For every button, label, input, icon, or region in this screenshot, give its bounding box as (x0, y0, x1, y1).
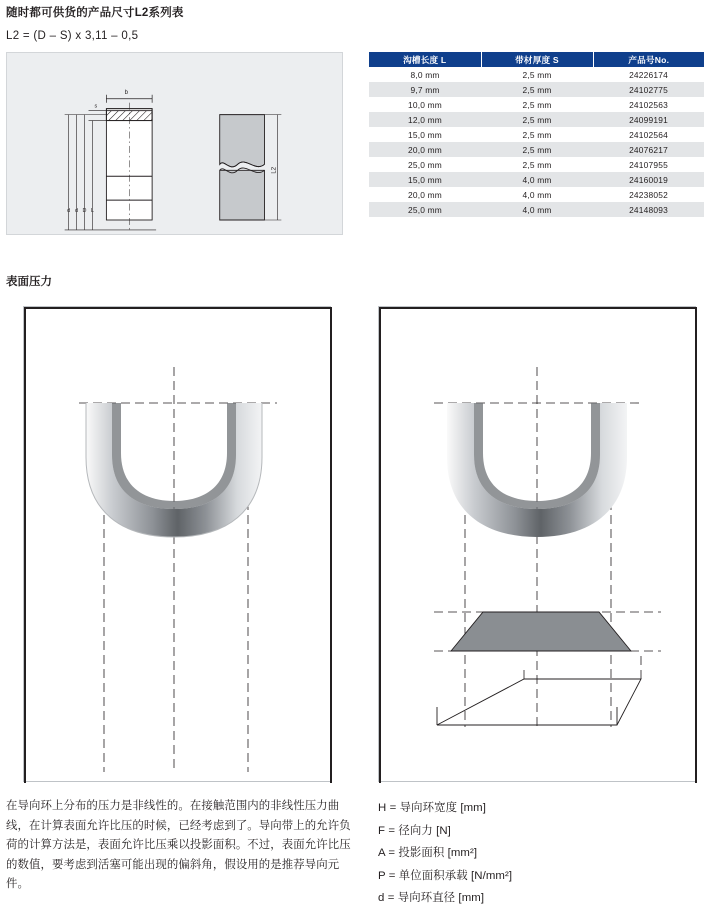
table-row (369, 157, 704, 172)
table-header-row (369, 52, 704, 67)
cell-product-no: 24238052 (593, 187, 704, 202)
legend-list (378, 797, 698, 905)
cell-groove-length: 20,0 mm (369, 187, 481, 202)
column-header-product-no: 产品号No. (593, 52, 704, 67)
cell-groove-length: 25,0 mm (369, 157, 481, 172)
figure-right-svg (379, 307, 697, 783)
cell-strip-thickness: 4,0 mm (481, 172, 593, 187)
cell-strip-thickness: 2,5 mm (481, 142, 593, 157)
cell-product-no: 24102563 (593, 97, 704, 112)
cell-groove-length: 8,0 mm (369, 67, 481, 82)
legend-item-h: H = 导向环宽度 [mm] (378, 802, 487, 814)
column-header-strip-thickness: 带材厚度 S (481, 52, 593, 67)
cell-product-no: 24107955 (593, 157, 704, 172)
cell-strip-thickness: 2,5 mm (481, 157, 593, 172)
cell-strip-thickness: 4,0 mm (481, 187, 593, 202)
cell-strip-thickness: 2,5 mm (481, 112, 593, 127)
cell-groove-length: 9,7 mm (369, 82, 481, 97)
cell-strip-thickness: 2,5 mm (481, 82, 593, 97)
dim-label-L: L (90, 208, 95, 215)
formula-text: L2 = (D – S) x 3,11 – 0,5 (6, 30, 139, 42)
cell-strip-thickness: 2,5 mm (481, 127, 593, 142)
legend-item-p: P = 单位面积承载 [N/mm²] (378, 869, 513, 882)
column-header-groove-length: 沟槽长度 L (369, 52, 481, 67)
body-paragraph: 在导向环上分布的压力是非线性的。在接触范围内的非线性压力曲线，在计算表面允许比压的时候，已经考虑到了。导向带上的允许负荷的计算方法是，表面允许比压乘以投影面积。不过，表面允许比压的数值，要考虑到活塞可能出现的偏斜角，假设用的是推荐导向元件。 (6, 800, 351, 890)
figure-surface-pressure-left (23, 306, 331, 782)
figure-surface-pressure-right (378, 306, 696, 782)
table-row (369, 82, 704, 97)
cell-groove-length: 15,0 mm (369, 127, 481, 142)
cell-strip-thickness: 2,5 mm (481, 97, 593, 112)
table-row (369, 127, 704, 142)
table-row (369, 112, 704, 127)
dim-label-d2: d (75, 208, 79, 215)
section-title: 表面压力 (6, 276, 52, 288)
cell-product-no: 24160019 (593, 172, 704, 187)
dim-label-D: D (82, 208, 87, 215)
cell-product-no: 24099191 (593, 112, 704, 127)
cell-product-no: 24102775 (593, 82, 704, 97)
figure-left-svg (24, 307, 332, 783)
cell-groove-length: 20,0 mm (369, 142, 481, 157)
cell-groove-length: 10,0 mm (369, 97, 481, 112)
table-row (369, 67, 704, 82)
dim-label-l2: L2 (271, 166, 278, 174)
cell-groove-length: 15,0 mm (369, 172, 481, 187)
cell-groove-length: 12,0 mm (369, 112, 481, 127)
technical-drawing-svg (7, 53, 342, 235)
table-row (369, 187, 704, 202)
cell-strip-thickness: 2,5 mm (481, 67, 593, 82)
legend-item-d: d = 导向环直径 [mm] (378, 892, 485, 904)
legend-item-a: A = 投影面积 [mm²] (378, 847, 478, 859)
table-row (369, 202, 704, 217)
technical-drawing-panel (6, 52, 343, 235)
cell-groove-length: 25,0 mm (369, 202, 481, 217)
spec-table (369, 52, 704, 217)
cell-product-no: 24148093 (593, 202, 704, 217)
cell-product-no: 24076217 (593, 142, 704, 157)
legend-item-f: F = 径向力 [N] (378, 824, 451, 837)
table-row (369, 142, 704, 157)
dim-label-s: s (94, 103, 98, 110)
cell-product-no: 24102564 (593, 127, 704, 142)
cell-strip-thickness: 4,0 mm (481, 202, 593, 217)
dim-label-b: b (124, 89, 128, 96)
page-title: 随时都可供货的产品尺寸L2系列表 (6, 7, 184, 19)
table-row (369, 97, 704, 112)
dim-label-d: d (67, 208, 71, 215)
cell-product-no: 24226174 (593, 67, 704, 82)
table-row (369, 172, 704, 187)
